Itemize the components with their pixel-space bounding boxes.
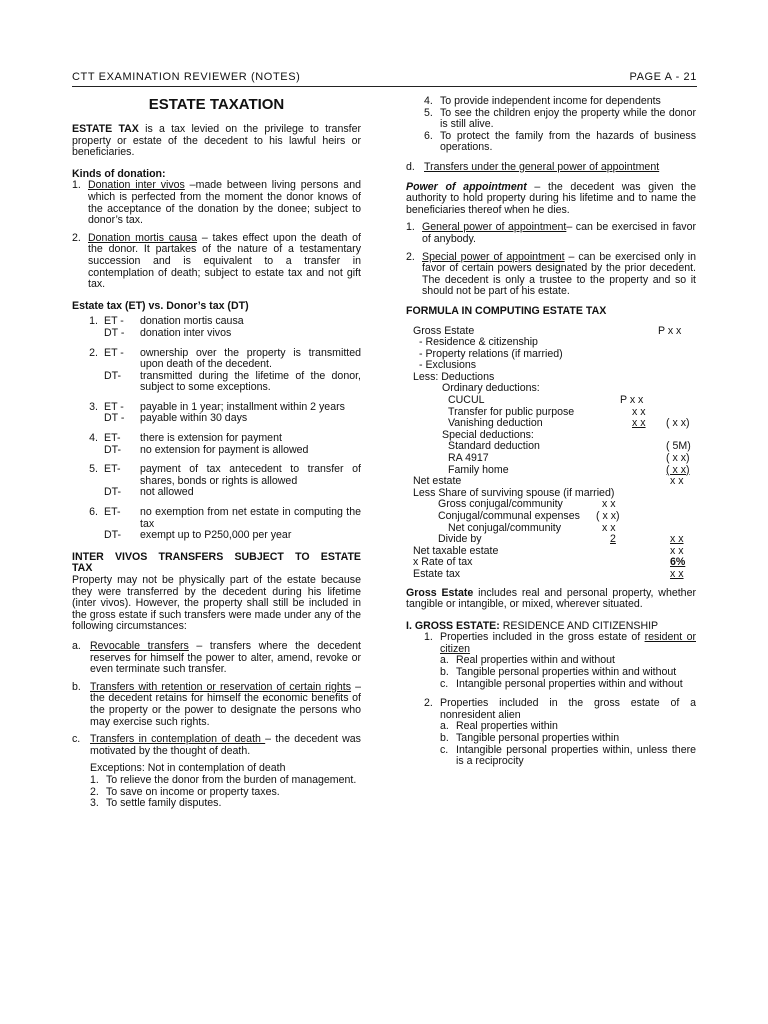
- list-item: 2. Properties included in the gross estate of a nonresident alien: [424, 697, 696, 721]
- inter-vivos-heading: INTER VIVOS TRANSFERS SUBJECT TO ESTATE TAX: [72, 550, 361, 575]
- page-header: [72, 72, 697, 87]
- left-column: [72, 96, 361, 810]
- exceptions-continued: [406, 96, 696, 154]
- formula-table: Gross Estate P x x - Residence & citizenship - Property relations (if married) - Exclusions Less: Deductions Ordinary deductions: CUCUL P x x Transfer for public purpose x x Vanishing deduction x x ( x x) Special deductions: Standard deduction ( 5M) RA 4917 ( x x) Family home ( x x) Net estate x x Less Share of surviving spouse (if married) Gross conjugal/community x x Conjugal/communal expenses ( x x) Net conjugal/community x x Divide by 2 x x Net taxable estate x x x Rate of tax 6% Estate tax x x: [413, 324, 691, 580]
- list-item: 2. Donation mortis causa – takes effect upon the death of the donor. It partakes of the nature of a testamentary succession and is equivalent to a transfer in contemplation of death; subject to estate tax and not gift tax.: [72, 231, 361, 291]
- comparison-item: 4. ET- there is extension for payment DT- no extension for payment is allowed: [89, 432, 309, 456]
- list-item: 1. Donation inter vivos –made between living persons and which is perfected from the moment the donor knows of the acceptance of the donation by the donee; subject to donor’s tax.: [72, 179, 361, 227]
- list-item: 1. To relieve the donor from the burden of management.: [90, 773, 357, 786]
- list-item: 3. To settle family disputes.: [90, 797, 222, 810]
- list-item: c. Intangible personal properties within, unless there is a reciprocity: [440, 743, 696, 768]
- page-title: ESTATE TAXATION: [148, 96, 285, 113]
- list-item: 2. To save on income or property taxes.: [90, 785, 280, 798]
- list-item: b. Tangible personal properties within and without: [440, 666, 677, 679]
- power-of-appointment-definition: Power of appointment – the decedent was given the authority to hold property during his lifetime and to name the beneficiaries thereof when he dies.: [406, 180, 696, 216]
- gross-estate-list: [406, 632, 696, 768]
- list-item: 5. To see the children enjoy the property while the donor is still alive.: [424, 106, 696, 131]
- list-item: c. Transfers in contemplation of death – the decedent was motivated by the thought of death.: [72, 733, 361, 757]
- comparison-item: 2. ET - ownership over the property is transmitted upon death of the decedent. DT- transmitted during the lifetime of the donor, subject to some exceptions.: [89, 346, 361, 394]
- comparison-list: [72, 316, 361, 542]
- list-item: c. Intangible personal properties within and without: [440, 677, 683, 690]
- list-item: 1. Properties included in the gross estate of resident or citizen: [424, 631, 696, 655]
- list-item: a. Revocable transfers – transfers where the decedent reserves for himself the power to alter, amend, revoke or even terminate such transfer.: [72, 639, 361, 676]
- exceptions-block: [72, 763, 361, 809]
- right-column: [406, 96, 696, 768]
- comparison-item: 1. ET - donation mortis causa DT - donation inter vivos: [89, 315, 244, 339]
- gross-estate-heading: I. GROSS ESTATE: RESIDENCE AND CITIZENSHIP: [406, 619, 659, 632]
- inter-vivos-text: Property may not be physically part of the estate because they were transferred by the decedent during his lifetime (inter vivos). However, the property shall still be included in the gross estate if such transfers were made under any of the following circumstances:: [72, 574, 361, 633]
- kinds-heading: Kinds of donation:: [72, 167, 166, 180]
- header-left: CTT EXAMINATION REVIEWER (NOTES): [72, 71, 301, 83]
- list-item: 2. Special power of appointment – can be exercised only in favor of certain powers designated by the prior decedent. The decedent is only a trustee to the property and so it should not be part of his estate.: [406, 250, 697, 298]
- comparison-item: 3. ET - payable in 1 year; installment within 2 years DT - payable within 30 days: [89, 400, 345, 425]
- list-item: d. Transfers under the general power of appointment: [406, 160, 660, 173]
- list-item: a. Real properties within and without: [440, 654, 615, 667]
- list-item: a. Real properties within: [440, 720, 558, 733]
- comparison-item: 6. ET- no exemption from net estate in computing the tax DT- exempt up to P250,000 per year: [89, 506, 361, 542]
- comparison-item: 5. ET- payment of tax antecedent to transfer of shares, bonds or rights is allowed DT- not allowed: [89, 463, 361, 499]
- list-item: b. Transfers with retention or reservation of certain rights – the decedent retains for himself the economic benefits of the property or the power to designate the persons who may exercise such rights.: [72, 680, 361, 728]
- page-number: PAGE A - 21: [629, 71, 697, 83]
- exceptions-heading: Exceptions: Not in contemplation of death: [90, 762, 286, 775]
- formula-heading: FORMULA IN COMPUTING ESTATE TAX: [406, 304, 607, 317]
- list-item: 4. To provide independent income for dependents: [424, 95, 661, 107]
- comparison-heading: Estate tax (ET) vs. Donor’s tax (DT): [72, 299, 249, 312]
- list-item: b. Tangible personal properties within: [440, 732, 620, 745]
- gross-estate-definition: Gross Estate includes real and personal property, whether tangible or intangible, or mixed, wherever situated.: [406, 586, 696, 611]
- list-item: 6. To protect the family from the hazards of business operations.: [424, 129, 696, 154]
- list-item: 1. General power of appointment– can be exercised in favor of anybody.: [406, 221, 696, 245]
- estate-tax-definition: ESTATE TAX is a tax levied on the privilege to transfer property or estate of the decedent to his lawful heirs or beneficiaries.: [72, 123, 362, 159]
